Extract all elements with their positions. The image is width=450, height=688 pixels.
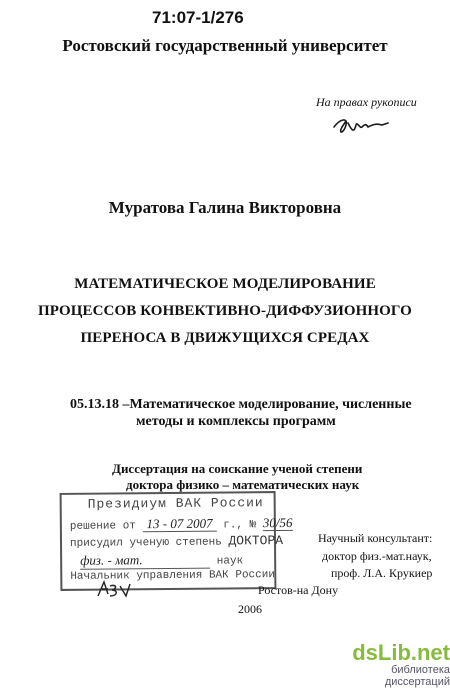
year: 2006 <box>238 602 262 616</box>
consultant-line: Научный консультант: <box>318 531 433 545</box>
stamp-number: 30/56 <box>262 514 293 531</box>
stamp-signature-image <box>94 578 134 600</box>
stamp-number-label: г., № <box>223 519 257 532</box>
thesis-title-line: ПРОЦЕССОВ КОНВЕКТИВНО-ДИФФУЗИОННОГО <box>38 303 412 319</box>
stamp-header: Президиум ВАК России <box>87 495 264 512</box>
stamp-date: 13 - 07 2007 <box>142 516 216 533</box>
author-name: Муратова Галина Викторовна <box>108 198 342 217</box>
city: Ростов-на Дону <box>258 583 339 597</box>
specialty-line: 05.13.18 –Математическое моделирование, численные <box>70 397 412 412</box>
vak-stamp <box>60 491 293 591</box>
specialty-line: методы и комплексы программ <box>136 414 336 429</box>
watermark-brand: dsLib.net <box>352 640 450 665</box>
dissertation-line: доктора физико – математических наук <box>126 477 360 492</box>
thesis-title-line: ПЕРЕНОСА В ДВИЖУЩИХСЯ СРЕДАХ <box>80 330 370 346</box>
stamp-field-suffix: наук <box>216 555 244 568</box>
stamp-decision-line <box>70 515 293 533</box>
stamp-decision-label: решение от <box>69 520 136 533</box>
stamp-degree: ДОКТОРА <box>228 532 284 549</box>
consultant-line: проф. Л.А. Крукиер <box>331 566 433 580</box>
stamp-head-line: Начальник управления ВАК России <box>70 569 275 583</box>
watermark <box>336 640 450 688</box>
rights-note: На правах рукописи <box>316 95 417 109</box>
dissertation-line: Диссертация на соискание ученой степени <box>112 461 363 476</box>
signature-image <box>330 113 390 141</box>
stamp-degree-label: присудил ученую степень <box>69 536 222 550</box>
stamp-field: физ. - мат. <box>80 552 210 570</box>
thesis-title-line: МАТЕМАТИЧЕСКОЕ МОДЕЛИРОВАНИЕ <box>74 276 376 292</box>
stamp-field-line <box>80 551 260 570</box>
university-name: Ростовский государственный университет <box>62 36 388 55</box>
consultant-line: доктор физ.-мат.наук, <box>322 549 432 563</box>
catalog-code: 71:07-1/276 <box>152 8 244 27</box>
stamp-degree-line <box>70 533 283 550</box>
watermark-subtitle: библиотека диссертаций <box>384 664 450 688</box>
